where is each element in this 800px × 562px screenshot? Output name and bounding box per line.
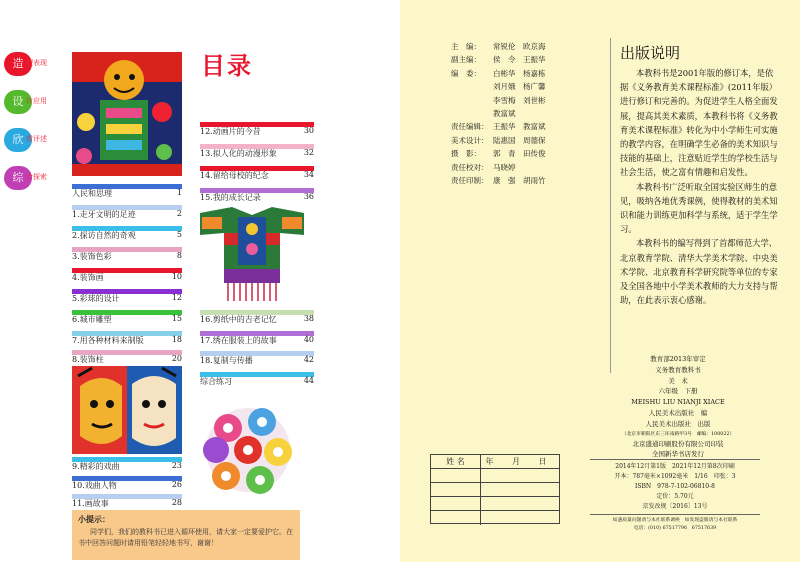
credit-names: 教富斌 bbox=[493, 109, 516, 119]
toc-entry-label: 5.彩球的设计 bbox=[72, 294, 120, 303]
credit-names: 康 强 胡雨竹 bbox=[493, 176, 546, 186]
toc-entry-page: 44 bbox=[303, 376, 314, 385]
toc-entry-page: 42 bbox=[303, 355, 314, 364]
right-page-colophon bbox=[400, 0, 800, 562]
vertical-divider bbox=[610, 38, 611, 373]
toc-entry[interactable] bbox=[200, 331, 314, 347]
publication-title: 出版说明 bbox=[620, 44, 681, 62]
toc-entry-page: 32 bbox=[303, 148, 314, 157]
cip-line: （北京市朝阳区东三环南路甲3号 邮编：100022） bbox=[621, 431, 735, 437]
toc-entry-page: 18 bbox=[171, 335, 182, 344]
price-separator bbox=[590, 459, 760, 460]
toc-entry-page: 20 bbox=[171, 354, 182, 363]
toc-entry-label: 7.用各种材料来制版 bbox=[72, 336, 144, 345]
credit-names: 白彬华 杨嘉栋 bbox=[493, 68, 546, 78]
side-tab-sub: 赏评述 bbox=[26, 135, 47, 143]
credit-row bbox=[451, 67, 611, 80]
price-line: 京发改规〔2016〕13号 bbox=[642, 503, 708, 510]
toc-entry-label: 综合练习 bbox=[200, 377, 232, 386]
toc-entry[interactable] bbox=[72, 205, 182, 221]
side-tab-char: 设 bbox=[4, 90, 32, 114]
toc-entry-label: 15.我的成长记录 bbox=[200, 193, 261, 202]
credit-row bbox=[451, 80, 611, 93]
name-header: 姓 名 bbox=[431, 455, 481, 468]
toc-entry-page: 8 bbox=[176, 251, 182, 260]
toc-entry-page: 10 bbox=[171, 272, 182, 281]
side-tab-sub: 型表现 bbox=[26, 59, 47, 67]
side-tab-design[interactable] bbox=[0, 88, 52, 116]
toc-entry[interactable] bbox=[72, 331, 182, 347]
credit-row bbox=[451, 53, 611, 66]
toc-entry-page: 26 bbox=[171, 480, 182, 489]
toc-entry-page: 12 bbox=[171, 293, 182, 302]
cip-line: 义务教育教科书 bbox=[655, 365, 701, 374]
toc-entry-page: 40 bbox=[303, 335, 314, 344]
side-tab-char: 综 bbox=[4, 166, 32, 190]
toc-entry[interactable] bbox=[72, 457, 182, 473]
credit-role: 责任编辑： bbox=[451, 122, 489, 132]
toc-entry-page: 38 bbox=[303, 314, 314, 323]
credit-row bbox=[451, 174, 611, 187]
credit-role: 责任校对： bbox=[451, 162, 489, 172]
toc-entry-page: 23 bbox=[171, 461, 182, 470]
credit-row bbox=[451, 107, 611, 120]
name-date-header bbox=[431, 455, 559, 469]
credit-names: 侯 令 王振华 bbox=[493, 55, 546, 65]
toc-entry-label: 6.城市雕塑 bbox=[72, 315, 112, 324]
toc-entry-label: 8.装饰柱 bbox=[72, 355, 104, 364]
toc-entry-label: 14.留给母校的纪念 bbox=[200, 171, 269, 180]
name-date-row[interactable] bbox=[431, 483, 559, 497]
cip-line: 全国新华书店发行 bbox=[652, 450, 704, 459]
credit-names: 王振华 教富斌 bbox=[493, 122, 546, 132]
toc-entry[interactable] bbox=[72, 310, 182, 326]
credit-names: 郭 青 田传俊 bbox=[493, 149, 546, 159]
name-date-table bbox=[430, 454, 560, 524]
toc-entry-page: 28 bbox=[171, 498, 182, 507]
credits-list bbox=[451, 40, 611, 187]
publication-paragraph: 本教科书是2001年版的修订本，是依据《义务教育美术课程标准》(2011年版）进行修订和完善的。为促进学生人格全面发展，提高其美术素质，本教科书将《义务教育美术课程标准》转化为中小学师生可实施的教学内容，在明确学生必备的美术知识与技能的基础上，注意贴近学生的学校生活与社会生活，使之富有情趣和启发性。 bbox=[620, 68, 778, 178]
cip-line: 美 术 bbox=[668, 376, 688, 385]
toc-entry[interactable] bbox=[200, 166, 314, 182]
credit-role: 编 委： bbox=[451, 68, 481, 78]
credit-role: 责任印制： bbox=[451, 176, 489, 186]
toc-entry-label: 4.装饰画 bbox=[72, 273, 104, 282]
toc-entry[interactable] bbox=[200, 188, 314, 204]
price-line: 开本：787毫米×1092毫米 1/16 印张：3 bbox=[614, 473, 736, 480]
toc-entry[interactable] bbox=[72, 226, 182, 242]
credit-names: 刘月娥 杨广馨 bbox=[493, 82, 546, 92]
date-header: 年 月 日 bbox=[485, 457, 555, 466]
cip-line: 人民美术出版社 出版 bbox=[645, 419, 711, 428]
toc-entry-label: 17.绣在服装上的故事 bbox=[200, 336, 277, 345]
cip-line: 北京盛通印刷股份有限公司印装 bbox=[632, 439, 724, 448]
price-separator bbox=[590, 514, 760, 515]
toc-entry-label: 人民和思理 bbox=[72, 189, 112, 198]
name-date-row[interactable] bbox=[431, 469, 559, 483]
credit-names: 马晓婷 bbox=[493, 162, 516, 172]
publication-paragraph: 本教科书广泛听取全国实验区师生的意见，吸纳各地优秀课例，使得教材的美术知识和能力训练更加科学与系统，适于学生学习。 bbox=[620, 181, 778, 235]
price-line: 2014年12月第1版 2021年12月第8次印刷 bbox=[615, 463, 735, 470]
toc-entry-label: 12.动画片的今昔 bbox=[200, 127, 261, 136]
credit-row bbox=[451, 120, 611, 133]
tip-title: 小提示： bbox=[78, 515, 110, 524]
credit-role bbox=[451, 80, 493, 93]
cip-line: 教育部2013年审定 bbox=[650, 355, 706, 363]
toc-entry-label: 16.剪纸中的吉老记忆 bbox=[200, 315, 277, 324]
toc-entry-label: 9.精彩的戏曲 bbox=[72, 462, 120, 471]
toc-entry-page: 1 bbox=[176, 188, 182, 197]
toc-entry-page: 30 bbox=[303, 126, 314, 135]
cip-line: 六年级 下册 bbox=[658, 387, 698, 396]
toc-entry-label: 18.复制与传播 bbox=[200, 356, 253, 365]
credit-row bbox=[451, 147, 611, 160]
credit-role: 美术设计： bbox=[451, 135, 489, 145]
side-tab-modeling[interactable] bbox=[0, 50, 52, 78]
tip-text: 同学们，我们的教科书已进入循环使用，请大家一定要爱护它。在书中回答问题时请用铅笔轻轻地书写，谢谢！ bbox=[78, 528, 293, 547]
toc-entry[interactable] bbox=[72, 289, 182, 305]
price-line: 如遇质量问题请与本社联系调换 如发现盗版请与本社联系 bbox=[612, 518, 738, 523]
credit-role bbox=[451, 94, 493, 107]
toc-entry-page: 5 bbox=[176, 230, 182, 239]
toc-entry[interactable] bbox=[72, 476, 182, 492]
side-tab-appreciation[interactable] bbox=[0, 126, 52, 154]
toc-entry[interactable] bbox=[72, 350, 182, 366]
toc-entry-label: 1.走牙文明的足迹 bbox=[72, 210, 136, 219]
toc-entry[interactable] bbox=[72, 247, 182, 263]
price-line: 定价：5.70元 bbox=[656, 493, 694, 500]
credit-role: 主 编： bbox=[451, 42, 481, 51]
credit-row bbox=[451, 40, 611, 53]
credit-row bbox=[451, 161, 611, 174]
toc-entry-page: 36 bbox=[303, 192, 314, 201]
toc-entry[interactable] bbox=[200, 144, 314, 160]
toc-entry-label: 3.装饰色彩 bbox=[72, 252, 112, 261]
toc-entry[interactable] bbox=[72, 268, 182, 284]
price-info bbox=[580, 457, 770, 532]
opera-faces-image bbox=[72, 366, 182, 454]
paper-flower-ball-image bbox=[198, 400, 298, 504]
toc-entry-label: 11.画故事 bbox=[72, 499, 109, 508]
name-date-row[interactable] bbox=[431, 497, 559, 511]
price-line: ISBN 978-7-102-06810-8 bbox=[635, 483, 715, 490]
tip-box bbox=[72, 510, 300, 560]
credit-role: 摄 影： bbox=[451, 149, 481, 159]
embroidered-garment-image bbox=[198, 205, 306, 305]
credit-role: 副主编： bbox=[451, 55, 481, 65]
credit-role bbox=[451, 107, 493, 120]
toc-entry-page: 2 bbox=[176, 209, 182, 218]
toc-entry[interactable] bbox=[200, 122, 314, 138]
credit-row bbox=[451, 134, 611, 147]
side-tab-sub: 合探索 bbox=[26, 173, 47, 181]
toc-entry-page: 15 bbox=[171, 314, 182, 323]
credit-names: 李雪梅 刘世彬 bbox=[493, 95, 546, 105]
toc-title: 目录 bbox=[201, 52, 253, 80]
side-tab-char: 造 bbox=[4, 52, 32, 76]
toc-entry-label: 10.戏曲人物 bbox=[72, 481, 117, 490]
price-line: 电话：(010) 67517796 67517639 bbox=[633, 525, 717, 531]
cip-line: MEISHU LIU NIANJI XIACE bbox=[631, 398, 725, 407]
cip-line: 人民美术出版社 编 bbox=[648, 408, 708, 417]
toc-entry[interactable] bbox=[200, 372, 314, 388]
name-date-row[interactable] bbox=[431, 511, 559, 525]
toc-entry-page: 34 bbox=[303, 170, 314, 179]
publication-body bbox=[620, 66, 780, 307]
toc-entry[interactable] bbox=[200, 310, 314, 326]
toc-entry-label: 13.拟人化的动漫形象 bbox=[200, 149, 277, 158]
side-tab-sub: 计应用 bbox=[26, 97, 47, 105]
publication-paragraph: 本教科书的编写得到了首都师范大学、北京教育学院、清华大学美术学院、中央美术学院、北京教育科学研究院等单位的专家及全国各地中小学美术教师的大力支持与帮助，在此表示衷心感谢。 bbox=[620, 238, 778, 306]
credit-names: 常锐伦 欧京海 bbox=[493, 42, 546, 51]
toc-entry[interactable] bbox=[200, 351, 314, 367]
credit-row bbox=[451, 94, 611, 107]
credit-names: 陆惠国 周德保 bbox=[493, 135, 546, 145]
toc-entry-label: 2.探访自然的奇观 bbox=[72, 231, 136, 240]
toc-entry[interactable] bbox=[72, 494, 182, 510]
toc-entry[interactable] bbox=[72, 184, 182, 200]
cip-block bbox=[578, 354, 778, 460]
side-tab-char: 欣 bbox=[4, 128, 32, 152]
folk-painting-image bbox=[72, 52, 182, 176]
side-tab-integrated[interactable] bbox=[0, 164, 52, 192]
